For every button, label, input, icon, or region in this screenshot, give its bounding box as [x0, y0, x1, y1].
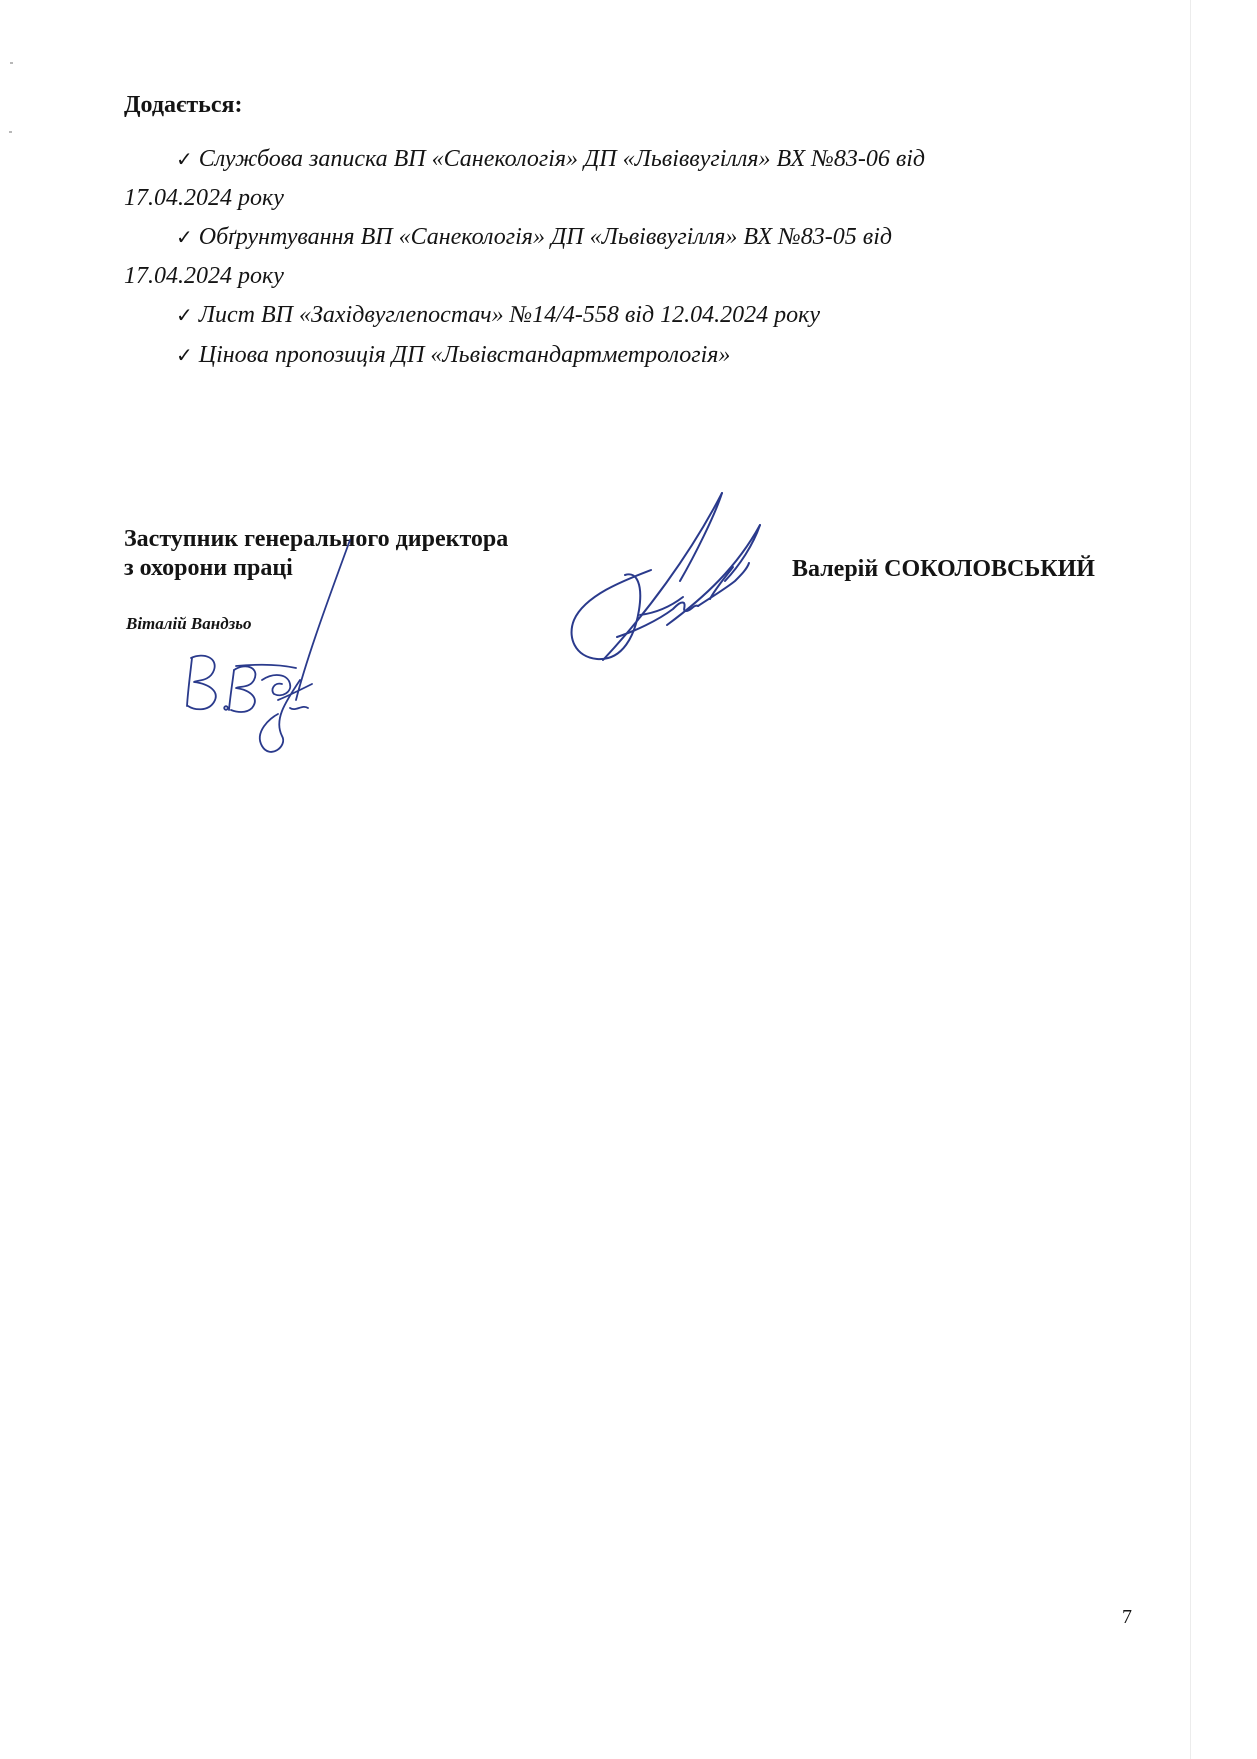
approval-name: Віталій Вандзьо — [126, 614, 252, 633]
signatory-position-line: Заступник генерального директора — [124, 526, 509, 552]
attachment-text: Лист ВП «Західвуглепостач» №14/4-558 від 12.04.2024 року — [198, 302, 820, 328]
check-mark-icon: ✓ — [176, 305, 193, 327]
director-signature — [565, 485, 825, 670]
attachment-item — [124, 218, 1104, 295]
signatory-position-line: з охорони праці — [124, 555, 293, 581]
attachment-item — [124, 336, 1104, 375]
attachment-item — [124, 296, 1104, 335]
attachment-text: Обґрунтування ВП «Санекологія» ДП «Львіввугілля» ВХ №83-05 від — [198, 224, 892, 250]
scan-edge-line — [1190, 0, 1191, 1759]
scan-speck — [9, 131, 12, 133]
check-mark-icon: ✓ — [176, 227, 193, 249]
approval-initials-signature — [178, 540, 348, 760]
check-mark-icon: ✓ — [176, 149, 193, 171]
attachment-text-continued: 17.04.2024 року — [124, 263, 284, 289]
attachment-text-continued: 17.04.2024 року — [124, 185, 284, 211]
attachments-heading: Додається: — [124, 92, 243, 118]
attachment-item — [124, 140, 1104, 217]
page-number: 7 — [1122, 1606, 1132, 1628]
attachment-text: Службова записка ВП «Санекологія» ДП «Львіввугілля» ВХ №83-06 від — [198, 146, 926, 172]
check-mark-icon: ✓ — [176, 345, 193, 367]
signatory-name: Валерій СОКОЛОВСЬКИЙ — [792, 556, 1095, 582]
scan-speck — [10, 62, 13, 64]
attachments-list — [124, 140, 1104, 376]
attachment-text: Цінова пропозиція ДП «Львівстандартметрологія» — [198, 342, 731, 368]
